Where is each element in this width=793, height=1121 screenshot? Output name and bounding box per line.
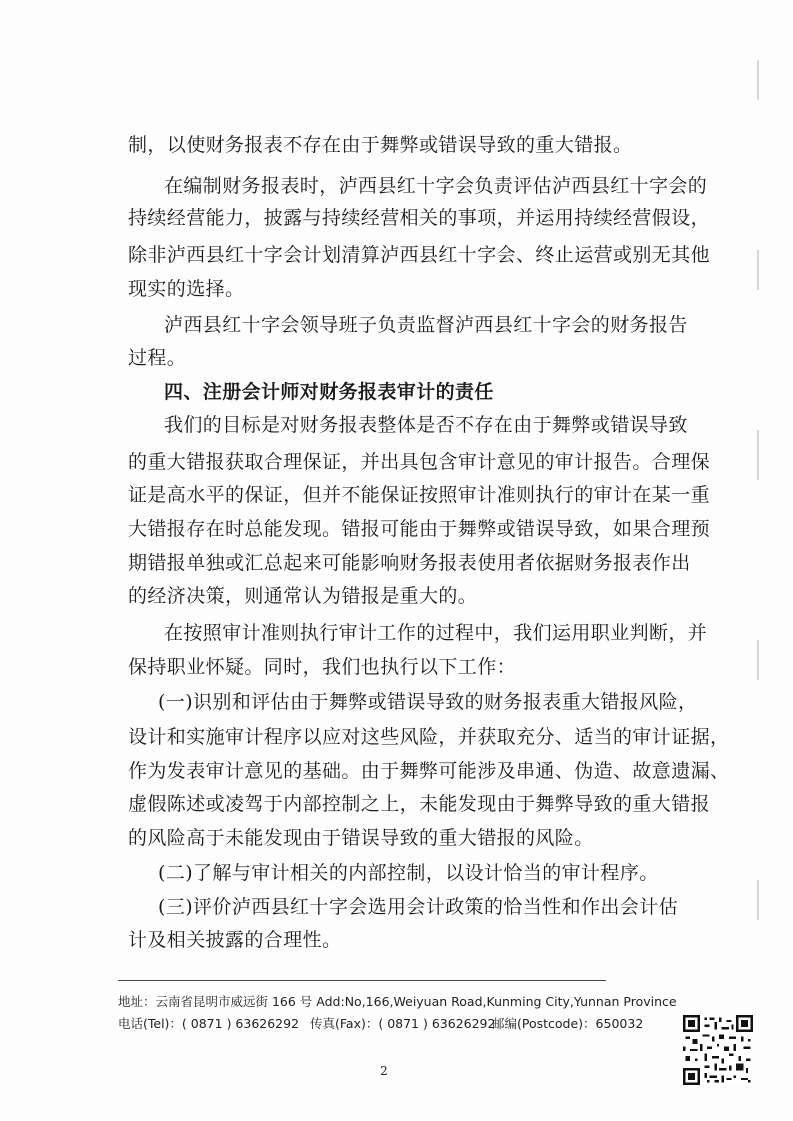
footer-divider	[118, 980, 606, 981]
body-line: 设计和实施审计程序以应对这些风险，并获取充分、适当的审计证据，	[128, 726, 730, 748]
body-line: 计及相关披露的合理性。	[128, 929, 342, 951]
section-heading: 四、注册会计师对财务报表审计的责任	[164, 381, 494, 403]
body-line: 在编制财务报表时，泸西县红十字会负责评估泸西县红十字会的	[164, 175, 708, 197]
body-line: 期错报单独或汇总起来可能影响财务报表使用者依据财务报表作出	[128, 552, 691, 574]
body-line: 作为发表审计意见的基础。由于舞弊可能涉及串通、伪造、故意遗漏、	[128, 760, 730, 782]
body-line: 制，以使财务报表不存在由于舞弊或错误导致的重大错报。	[128, 134, 633, 156]
footer-address: 地址：云南省昆明市威远街 166 号 Add:No,166,Weiyuan Road,Kunming City,Yunnan Province	[118, 994, 677, 1009]
body-line: 大错报存在时总能发现。错报可能由于舞弊或错误导致，如果合理预	[128, 518, 711, 540]
body-line: 持续经营能力，披露与持续经营相关的事项，并运用持续经营假设，	[128, 207, 711, 229]
footer-postcode: 邮编(Postcode)：650032	[492, 1016, 644, 1031]
body-line: 过程。	[128, 347, 187, 369]
page-number: 2	[380, 1064, 388, 1078]
footer-tel: 电话(Tel)：( 0871 ) 63626292	[118, 1016, 300, 1031]
body-line: 保持职业怀疑。同时，我们也执行以下工作：	[128, 656, 517, 678]
scan-edge-mark	[757, 430, 759, 480]
body-line: 我们的目标是对财务报表整体是否不存在由于舞弊或错误导致	[164, 414, 688, 436]
body-line: 的经济决策，则通常认为错报是重大的。	[128, 585, 478, 607]
body-line: 泸西县红十字会领导班子负责监督泸西县红十字会的财务报告	[164, 314, 688, 336]
body-line: 在按照审计准则执行审计工作的过程中，我们运用职业判断，并	[164, 622, 708, 644]
body-line: 证是高水平的保证，但并不能保证按照审计准则执行的审计在某一重	[128, 484, 711, 506]
scan-edge-mark	[757, 60, 759, 100]
footer-fax: 传真(Fax)：( 0871 ) 63626292	[310, 1016, 496, 1031]
body-line: 除非泸西县红十字会计划清算泸西县红十字会、终止运营或别无其他	[128, 244, 711, 266]
body-line: 的重大错报获取合理保证，并出具包含审计意见的审计报告。合理保	[128, 451, 711, 473]
scan-edge-mark	[757, 880, 759, 920]
scan-edge-mark	[757, 250, 759, 290]
list-item: (二)了解与审计相关的内部控制，以设计恰当的审计程序。	[158, 862, 659, 884]
list-item: (一)识别和评估由于舞弊或错误导致的财务报表重大错报风险，	[158, 691, 698, 713]
body-line: 虚假陈述或凌驾于内部控制之上，未能发现由于舞弊导致的重大错报	[128, 793, 711, 815]
list-item: (三)评价泸西县红十字会选用会计政策的恰当性和作出会计估	[158, 896, 679, 918]
qr-code-icon	[683, 1015, 753, 1085]
scan-edge-mark	[757, 640, 759, 680]
body-line: 的风险高于未能发现由于错误导致的重大错报的风险。	[128, 827, 594, 849]
body-line: 现实的选择。	[128, 278, 245, 300]
